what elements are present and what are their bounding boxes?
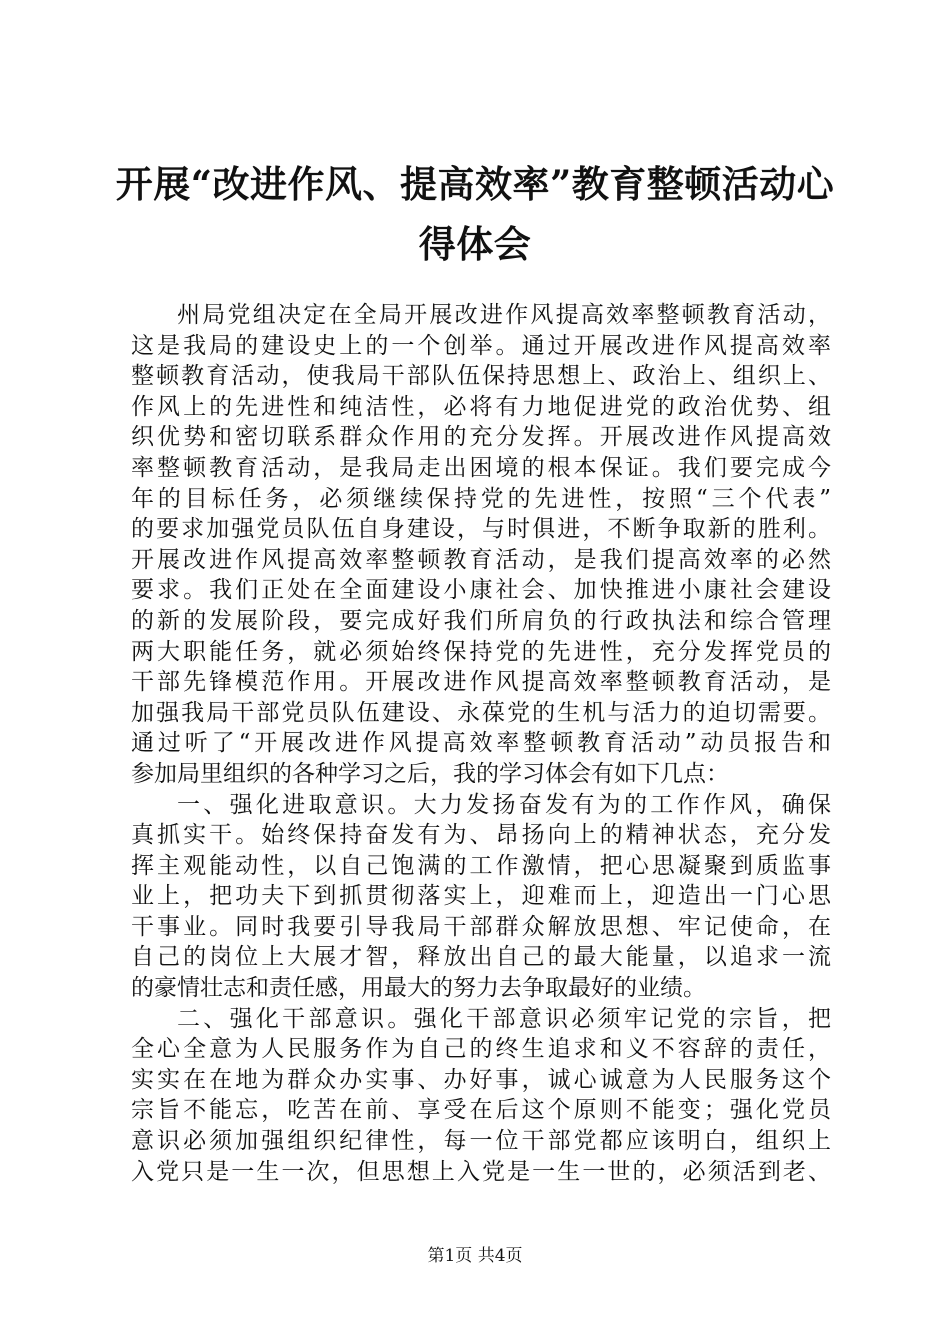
document-title-line-1: 开展“改进作风、提高效率”教育整顿活动心 — [115, 162, 835, 206]
paragraph-line: 意识必须加强组织纪律性，每一位干部党都应该明白，组织上 — [131, 1128, 831, 1155]
paragraph-line: 入党只是一生一次，但思想上入党是一生一世的，必须活到老、 — [131, 1158, 831, 1185]
paragraph-line: 要求。我们正处在全面建设小康社会、加快推进小康社会建设 — [131, 577, 831, 604]
paragraph-line: 真抓实干。始终保持奋发有为、昂扬向上的精神状态，充分发 — [131, 822, 831, 849]
paragraph-line: 二、强化干部意识。强化干部意识必须牢记党的宗旨，把 — [177, 1005, 831, 1032]
document-body — [131, 300, 831, 1187]
paragraph-line: 一、强化进取意识。大力发扬奋发有为的工作作风，确保 — [177, 791, 831, 818]
paragraph-line: 这是我局的建设史上的一个创举。通过开展改进作风提高效率 — [131, 332, 831, 359]
paragraph-line: 织优势和密切联系群众作用的充分发挥。开展改进作风提高效 — [131, 424, 831, 451]
paragraph-line: 的新的发展阶段，要完成好我们所肩负的行政执法和综合管理 — [131, 607, 831, 634]
paragraph-line: 干部先锋模范作用。开展改进作风提高效率整顿教育活动，是 — [131, 669, 831, 696]
paragraph-line: 自己的岗位上大展才智，释放出自己的最大能量，以追求一流 — [131, 944, 831, 971]
paragraph-line: 年的目标任务，必须继续保持党的先进性，按照“三个代表” — [131, 485, 831, 512]
paragraph-line: 干事业。同时我要引导我局干部群众解放思想、牢记使命，在 — [131, 913, 831, 940]
paragraph-line: 整顿教育活动，使我局干部队伍保持思想上、政治上、组织上、 — [131, 363, 831, 390]
paragraph-line: 的豪情壮志和责任感，用最大的努力去争取最好的业绩。 — [131, 975, 706, 1002]
paragraph-line: 率整顿教育活动，是我局走出困境的根本保证。我们要完成今 — [131, 454, 831, 481]
paragraph-line: 加强我局干部党员队伍建设、永葆党的生机与活力的迫切需要。 — [131, 699, 831, 726]
paragraph-line: 实实在在地为群众办实事、办好事，诚心诚意为人民服务这个 — [131, 1066, 831, 1093]
paragraph-line: 州局党组决定在全局开展改进作风提高效率整顿教育活动， — [177, 302, 831, 328]
paragraph-line: 全心全意为人民服务作为自己的终生追求和义不容辞的责任， — [131, 1036, 831, 1063]
paragraph-line: 宗旨不能忘，吃苦在前、享受在后这个原则不能变；强化党员 — [131, 1097, 831, 1124]
paragraph-line: 两大职能任务，就必须始终保持党的先进性，充分发挥党员的 — [131, 638, 831, 665]
paragraph-line: 挥主观能动性，以自己饱满的工作激情，把心思凝聚到质监事 — [131, 852, 831, 879]
paragraph-line: 业上，把功夫下到抓贯彻落实上，迎难而上，迎造出一门心思 — [131, 883, 831, 910]
document-title-line-2: 得体会 — [418, 222, 532, 266]
paragraph-line: 的要求加强党员队伍自身建设，与时俱进，不断争取新的胜利。 — [131, 516, 831, 543]
paragraph-line: 作风上的先进性和纯洁性，必将有力地促进党的政治优势、组 — [131, 393, 831, 420]
paragraph-line: 参加局里组织的各种学习之后，我的学习体会有如下几点： — [131, 760, 729, 787]
paragraph-line: 开展改进作风提高效率整顿教育活动，是我们提高效率的必然 — [131, 546, 831, 573]
paragraph-line: 通过听了“开展改进作风提高效率整顿教育活动”动员报告和 — [131, 730, 831, 757]
page-number-footer: 第1页 共4页 — [427, 1246, 523, 1266]
